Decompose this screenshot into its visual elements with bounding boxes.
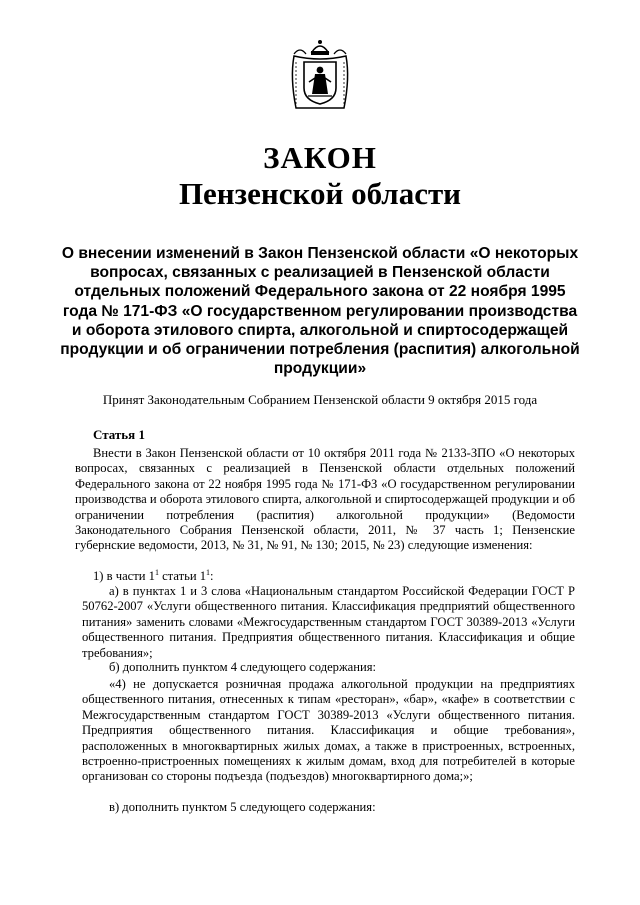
subitem-b-paragraph: б) дополнить пунктом 4 следующего содержания: bbox=[109, 660, 377, 674]
penza-coat-of-arms-icon bbox=[288, 38, 352, 112]
quoted-point-4-paragraph: «4) не допускается розничная продажа алкогольной продукции на предприятиях общественного питания, отнесенных к типам «ресторан», «бар», «кафе» в соответствии с Межгосударственным стандартом ГОСТ 30389-2013 «Услуги общественного питания. Предприятия общественного питания. Классификация и общие требования», расположенных в многоквартирных жилых домах, а также в пристроенных, встроенных, встроенно-пристроенных помещениях к жилым домам, вход для потребителей в которые организован со стороны подъезда (подъездов) многоквартирного дома;»; bbox=[82, 677, 575, 784]
item-1-prefix: 1) в части 1 bbox=[93, 569, 155, 583]
item-1-sup-2: 1 bbox=[206, 567, 211, 577]
article-intro-paragraph: Внести в Закон Пензенской области от 10 октября 2011 года № 2133-ЗПО «О некоторых вопросах, связанных с реализацией в Пензенской области отдельных положений Федерального закона от 22 ноября 1995 года № 171-ФЗ «О государственном регулировании производства и оборота этилового спирта, алкогольной и спиртосодержащей продукции и об ограничении потребления (распития) алкогольной продукции» (Ведомости Законодательного Собрания Пензенской области, 2011, № 37 часть 1; Пензенские губернские ведомости, 2013, № 31, № 91, № 130; 2015, № 23) следующие изменения: bbox=[75, 446, 575, 553]
subitem-v-paragraph: в) дополнить пунктом 5 следующего содержания: bbox=[109, 800, 376, 814]
law-region: Пензенской области bbox=[178, 176, 462, 211]
law-title: ЗАКОН bbox=[263, 140, 377, 175]
adoption-line: Принят Законодательным Собранием Пензенской области 9 октября 2015 года bbox=[102, 392, 538, 407]
item-1-sup-1: 1 bbox=[154, 567, 159, 577]
item-1-suffix: : bbox=[210, 569, 214, 583]
item-1-middle: статьи 1 bbox=[158, 569, 207, 583]
subitem-a-paragraph: а) в пунктах 1 и 3 слова «Национальным стандартом Российской Федерации ГОСТ Р 50762-2007 «Услуги общественного питания. Классификация предприятий общественного питания» заменить словами «Межгосударственным стандартом ГОСТ 30389-2013 «Услуги общественного питания. Предприятия общественного питания. Классификация и общие требования»; bbox=[82, 584, 575, 660]
article-heading: Статья 1 bbox=[93, 427, 145, 442]
item-1-paragraph bbox=[93, 569, 573, 584]
law-subtitle: О внесении изменений в Закон Пензенской области «О некоторых вопросах, связанных с реализацией в Пензенской области отдельных положений Федерального закона от 22 ноября 1995 года № 171-ФЗ «О государственном регулировании производства и оборота этилового спирта, алкогольной и спиртосодержащей продукции и об ограничении потребления (распития) алкогольной продукции» bbox=[60, 245, 580, 378]
